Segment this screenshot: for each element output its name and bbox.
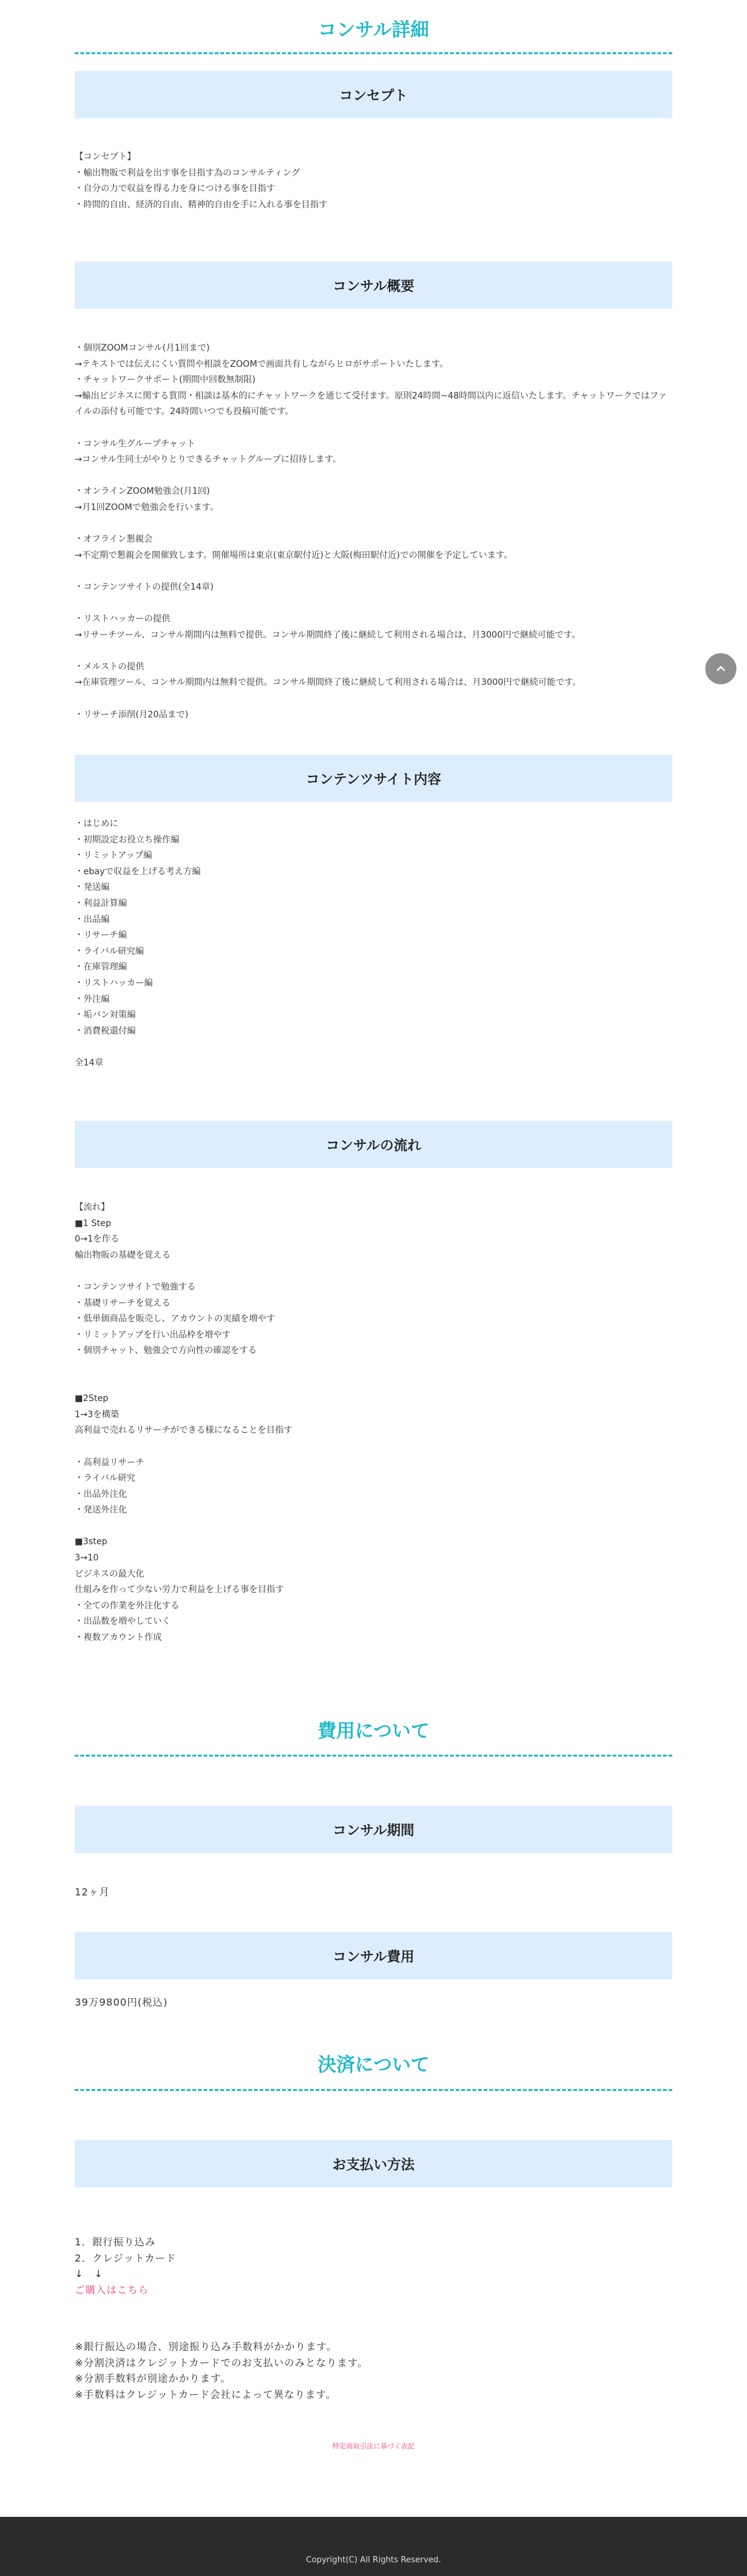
text-line: ・時間的自由、経済的自由、精神的自由を手に入れる事を目指す [75,199,327,210]
section-divider [75,52,672,54]
text-line: ・コンテンツサイトの提供(全14章) [75,582,214,592]
period-value: 12ヶ月 [75,1886,110,1898]
legal-notice-link[interactable]: 特定商取引法に基づく表記 [332,2442,415,2450]
text-line: ・リミットアップ編 [75,851,153,861]
text-line: 高利益で売れるリサーチができる様になることを目指す [75,1425,293,1436]
text-line: ・自分の力で収益を得る力を身につける事を目指す [75,184,275,194]
text-line: ■1 Step [75,1218,111,1229]
text-line: ・リミットアップを行い出品枠を増やす [75,1329,231,1340]
text-line: 輸出物販の基礎を覚える [75,1250,171,1260]
heading-flow: コンサルの流れ [75,1121,672,1168]
text-line: ※銀行振込の場合、別途振り込み手数料がかかります。 [75,2341,337,2352]
text-line: ※手数料はクレジットカード会社によって異なります。 [75,2388,337,2400]
scroll-to-top-button[interactable] [705,653,736,684]
text-line: ・チャットワークサポート(期間中回数無制限) [75,375,256,385]
text-line: 仕組みを作って少ない労力で利益を上げる事を目指す [75,1585,284,1595]
text-line: ・発送外注化 [75,1505,127,1516]
section-title-payment: 決済について [317,2054,430,2076]
chevron-up-icon [715,663,727,675]
text-line: 【コンセプト】 [75,152,136,162]
copyright-text: Copyright(C) All Rights Reserved. [306,2555,441,2565]
text-line: ・コンテンツサイトで勉強する [75,1281,196,1292]
text-line [75,691,672,707]
text-line: ・消費税還付編 [75,1026,136,1036]
text-line: →不定期で懇親会を開催致します。開催場所は東京(東京駅付近)と大阪(梅田駅付近)での開催を予定しています。 [75,550,513,560]
section-title-consult-detail: コンサル詳細 [317,19,430,41]
text-line: ・輸出物販で利益を出す事を目指す為のコンサルティング [75,167,300,178]
text-line: ・ライバル研究 [75,1473,136,1484]
text-line: ・利益計算編 [75,898,127,908]
text-line: ・出品数を増やしていく [75,1616,171,1627]
text-line: ビジネスの最大化 [75,1569,144,1579]
text-line [75,1263,672,1280]
text-line: ・初期設定お役立ち操作編 [75,834,179,845]
text-line: ・リサーチ添削(月20品まで) [75,709,189,720]
text-line: ・外注編 [75,994,110,1004]
cost-value: 39万9800円(税込) [75,1996,168,2008]
text-line [75,564,672,580]
text-line: ・複数アカウント作成 [75,1633,162,1643]
text-line: ・高利益リサーチ [75,1457,144,1468]
heading-contents: コンテンツサイト内容 [75,755,672,802]
text-line [75,596,672,612]
text-line: →在庫管理ツール、コンサル期間内は無料で提供。コンサル期間終了後に継続して利用される場合は、月3000円で継続可能です。 [75,677,581,688]
text-line: ・オンラインZOOM勉強会(月1回) [75,486,210,497]
heading-period: コンサル期間 [75,1806,672,1853]
text-line: ※分割手数料が別途かかります。 [75,2372,232,2385]
text-line: →輸出ビジネスに関する質問・相談は基本的にチャットワークを通じて受付ます。原則24時間~48時間以内に返信いたします。チャットワークではファイルの添付も可能です。24時間いつでも投稿可能です。 [75,390,667,417]
text-line: ・はじめに [75,819,118,829]
text-line: 全14章 [75,1057,103,1068]
heading-concept: コンセプト [75,71,672,118]
text-line: →リサーチツール、コンサル期間内は無料で提供。コンサル期間終了後に継続して利用される場合は、月3000円で継続可能です。 [75,630,581,640]
footer [0,2517,747,2576]
text-line: 1．銀行振り込み [75,2236,156,2248]
text-line: ・個別ZOOMコンサル(月1回まで) [75,343,210,353]
purchase-link[interactable]: ご購入はこちら [75,2284,149,2296]
text-line: ・リストハッカー編 [75,978,153,988]
text-line [75,1439,672,1455]
text-line [75,420,672,436]
text-line: ・ebayで収益を上げる考え方編 [75,866,201,877]
text-line: ↓ ↓ [75,2268,103,2280]
contents-list [75,816,672,1072]
text-line [75,1359,672,1375]
text-line: ・在庫管理編 [75,962,127,973]
text-line: 2．クレジットカード [75,2252,177,2264]
text-line: →テキストでは伝えにくい質問や相談をZOOMで画面共有しながらヒロがサポートいたします。 [75,359,449,369]
text-line: ・全ての作業を外注化する [75,1600,179,1611]
text-line: ・発送編 [75,882,110,893]
heading-payment-method: お支払い方法 [75,2140,672,2187]
text-line: ・垢バン対策編 [75,1010,136,1021]
text-line: ■2Step [75,1394,109,1404]
payment-methods [75,2234,672,2282]
text-line: ・リストハッカーの提供 [75,614,171,625]
payment-notes [75,2339,672,2402]
section-divider [75,2089,672,2091]
text-line: ・基礎リサーチを覚える [75,1298,171,1308]
overview-text [75,341,672,723]
concept-text [75,149,672,213]
text-line: ・リサーチ編 [75,930,127,941]
text-line: ・出品外注化 [75,1489,127,1499]
text-line [75,1375,672,1392]
text-line: ・ライバル研究編 [75,946,144,956]
text-line [75,1039,672,1055]
text-line: →コンサル生同士がやりとりできるチャットグループに招待します。 [75,455,342,465]
text-line: ・個別チャット、勉強会で方向性の確認をする [75,1346,257,1356]
section-title-fees: 費用について [317,1720,430,1742]
text-line: ・低単価商品を販売し、アカウントの実績を増やす [75,1314,275,1324]
text-line: 0→1を作る [75,1234,120,1245]
flow-text [75,1200,672,1646]
text-line [75,643,672,659]
text-line: ・コンサル生グループチャット [75,438,195,449]
text-line: ※分割決済はクレジットカードでのお支払いのみとなります。 [75,2356,369,2369]
section-divider [75,1755,672,1757]
text-line [75,1519,672,1535]
text-line [75,468,672,484]
text-line: →月1回ZOOMで勉強会を行います。 [75,502,219,512]
text-line: ・メルストの提供 [75,661,144,672]
text-line: ・オフライン懇親会 [75,534,153,545]
text-line: ■3step [75,1537,108,1547]
heading-overview: コンサル概要 [75,262,672,309]
text-line [75,516,672,532]
text-line: ・出品編 [75,914,110,925]
heading-cost: コンサル費用 [75,1932,672,1979]
text-line: 1→3を構築 [75,1409,120,1420]
text-line: 【流れ】 [75,1202,110,1212]
text-line: 3→10 [75,1553,99,1564]
